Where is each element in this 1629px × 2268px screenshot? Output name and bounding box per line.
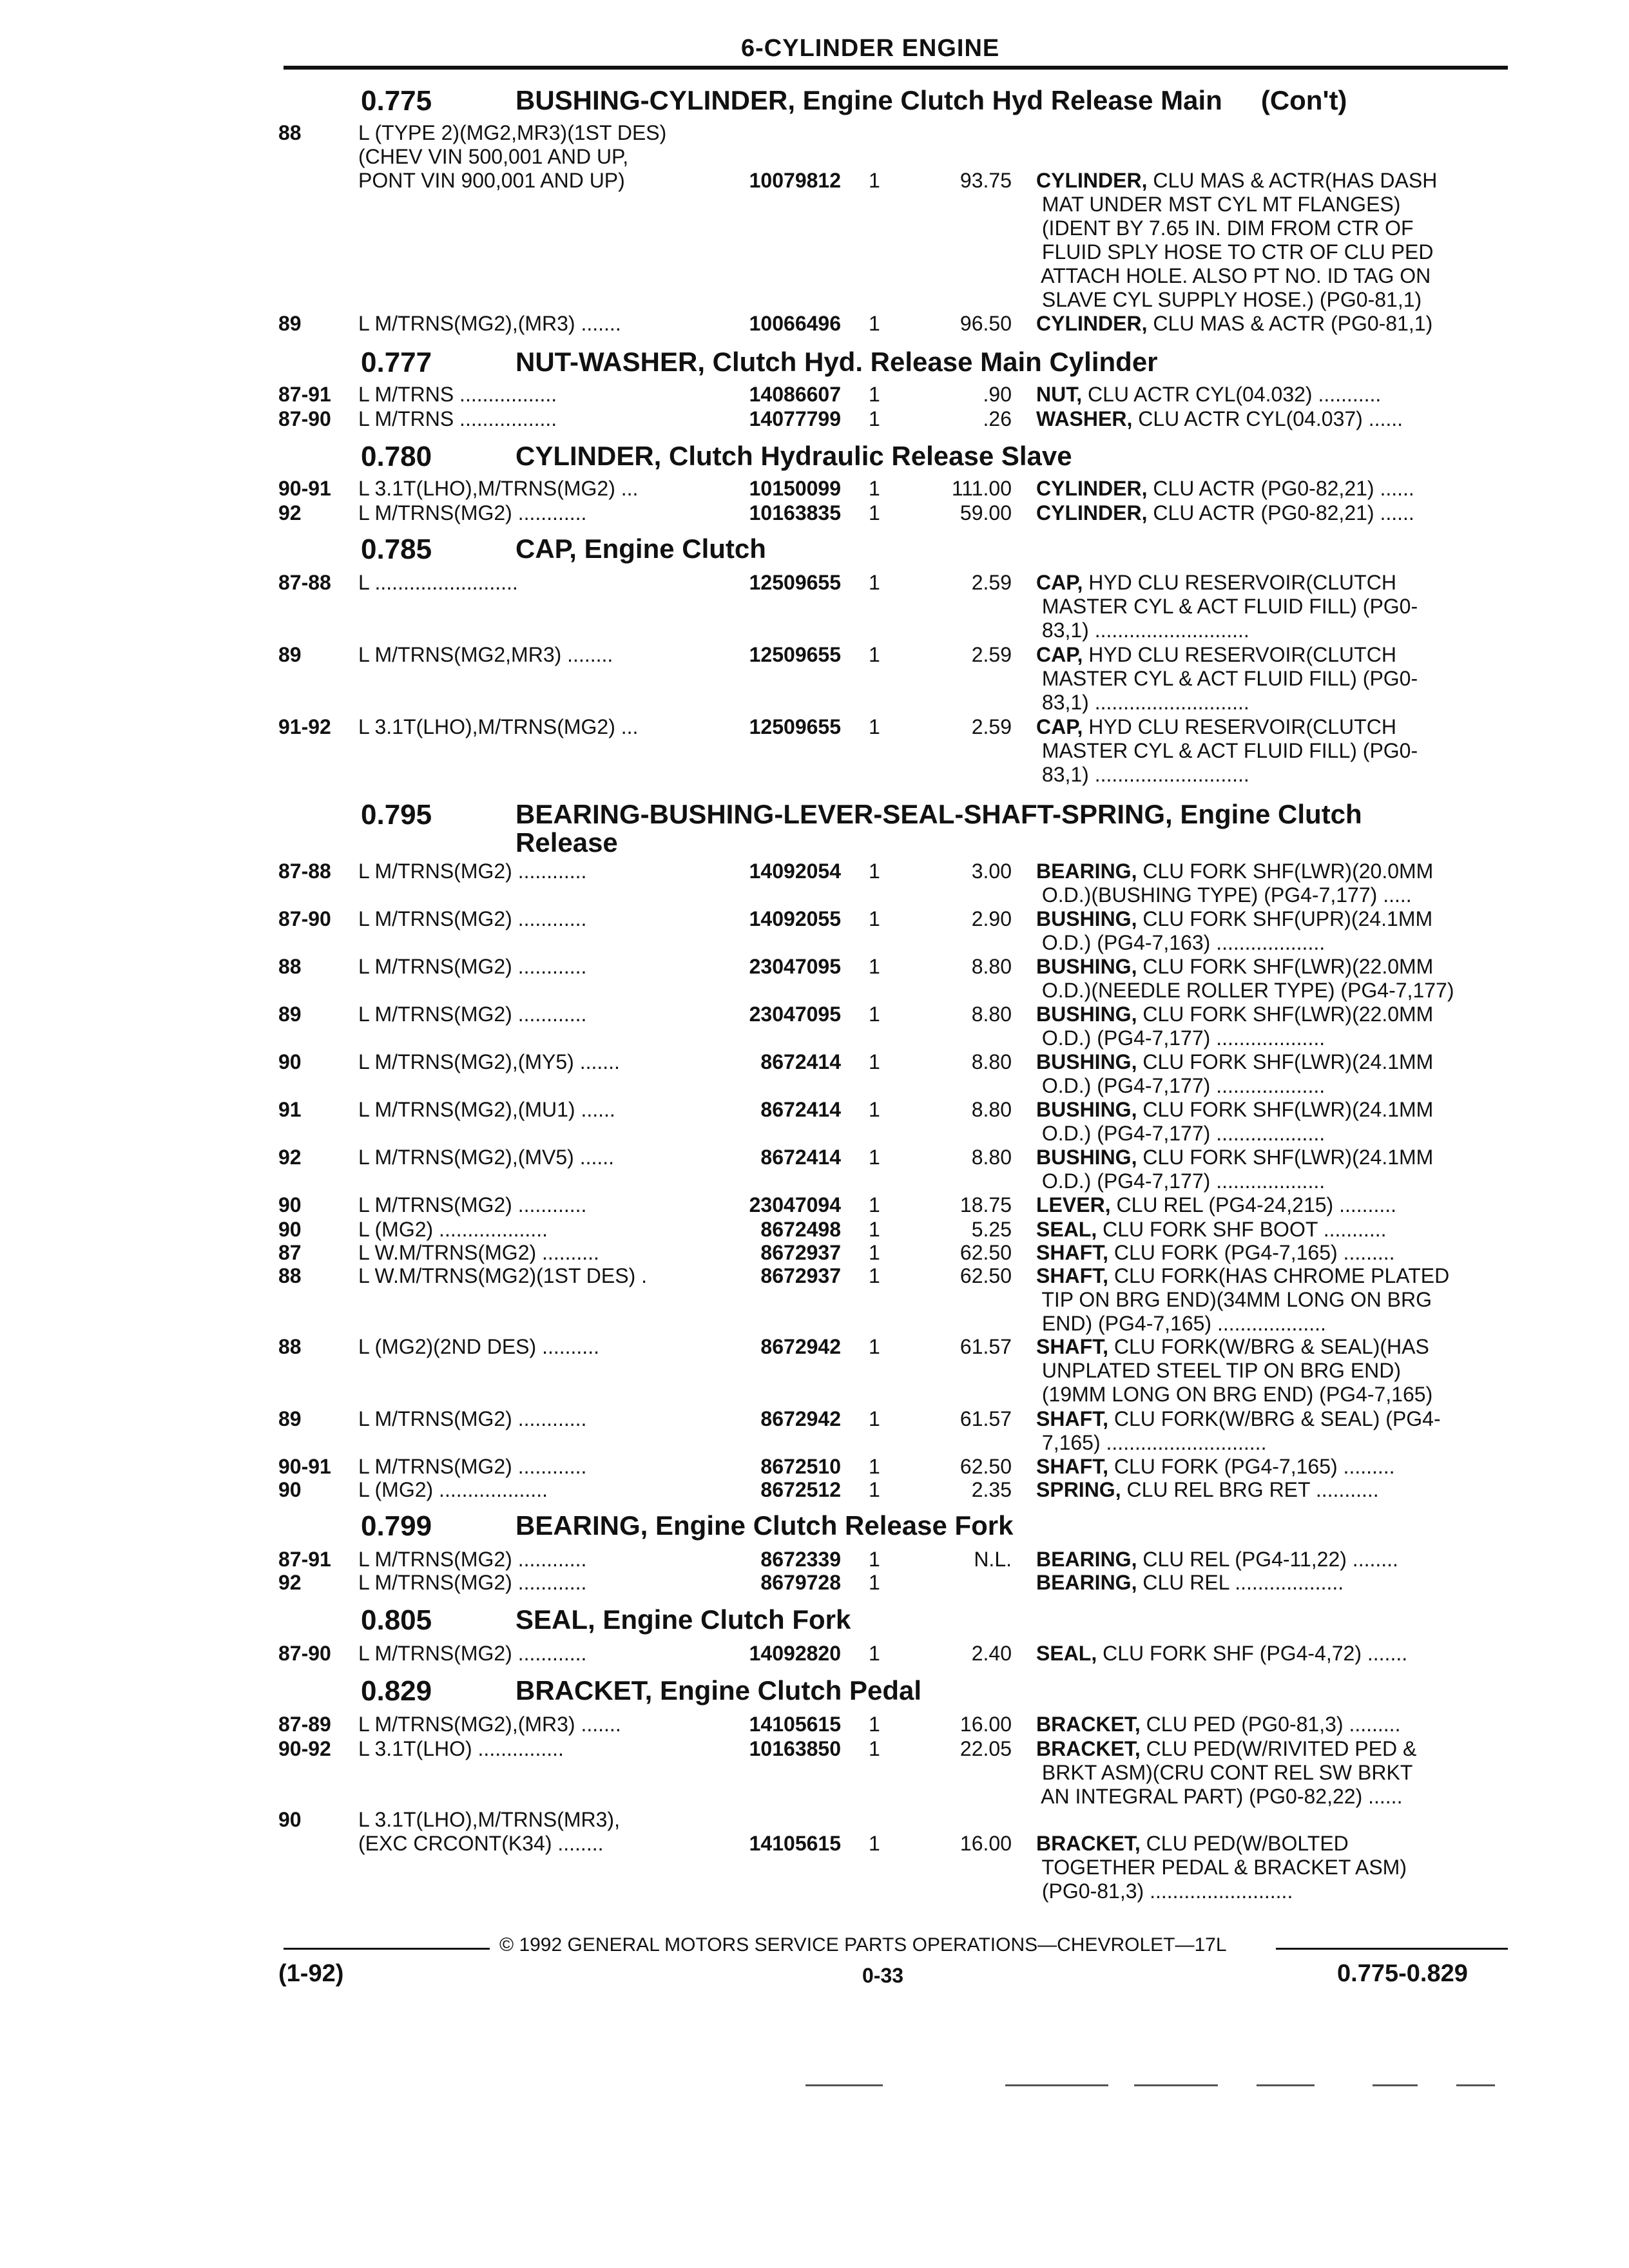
part-number: 8679728 — [760, 1571, 841, 1594]
usage-spec: L M/TRNS(MG2),(MR3) ....... — [358, 1713, 621, 1736]
list-price: 62.50 — [959, 1241, 1012, 1264]
list-price: 3.00 — [971, 860, 1012, 883]
scan-artifact — [805, 2084, 883, 2086]
list-price: 62.50 — [959, 1264, 1012, 1287]
usage-spec: L 3.1T(LHO),M/TRNS(MR3), (EXC CRCONT(K34) ........ — [358, 1808, 620, 1855]
part-name: CAP, — [1036, 571, 1083, 594]
quantity: 1 — [869, 1548, 880, 1571]
quantity: 1 — [869, 860, 880, 883]
part-name: BRACKET, — [1036, 1713, 1141, 1736]
quantity: 1 — [869, 1407, 880, 1430]
quantity: 1 — [869, 571, 880, 594]
part-number: 8672942 — [760, 1407, 841, 1430]
part-description — [1036, 860, 1507, 907]
usage-spec: L M/TRNS(MG2) ............ — [358, 1642, 587, 1665]
section-title-text: BEARING-BUSHING-LEVER-SEAL-SHAFT-SPRING, Engine Clutch Release — [516, 799, 1362, 858]
usage-spec: L M/TRNS(MG2),(MU1) ...... — [358, 1098, 615, 1121]
part-description — [1036, 477, 1507, 501]
model-years: 89 — [278, 643, 302, 666]
list-price: 5.25 — [971, 1218, 1012, 1241]
model-years: 92 — [278, 1571, 302, 1594]
part-description — [1036, 1264, 1507, 1336]
part-desc-text: CLU FORK SHF(LWR)(22.0MM O.D.)(NEEDLE ROLLER TYPE) (PG4-7,177) — [1041, 955, 1454, 1002]
part-name: SHAFT, — [1036, 1264, 1108, 1287]
part-name: BUSHING, — [1036, 1098, 1137, 1121]
part-desc-text: CLU FORK SHF(LWR)(24.1MM O.D.) (PG4-7,177) ................... — [1041, 1050, 1434, 1097]
model-years: 87 — [278, 1241, 302, 1264]
part-number: 8672414 — [760, 1050, 841, 1073]
usage-spec: L M/TRNS(MG2),(MY5) ....... — [358, 1050, 620, 1073]
part-description — [1036, 955, 1507, 1003]
list-price: 8.80 — [971, 1098, 1012, 1121]
usage-spec: L M/TRNS(MG2,MR3) ........ — [358, 643, 613, 666]
footer-revision-date: (1-92) — [278, 1960, 344, 1987]
usage-spec: L M/TRNS(MG2) ............ — [358, 1407, 587, 1430]
part-number: 8672937 — [760, 1241, 841, 1264]
usage-spec: L W.M/TRNS(MG2) .......... — [358, 1241, 599, 1264]
part-name: CAP, — [1036, 715, 1083, 738]
section-title-text: BUSHING-CYLINDER, Engine Clutch Hyd Release Main — [516, 85, 1222, 115]
quantity: 1 — [869, 1193, 880, 1216]
usage-spec: L M/TRNS ................. — [358, 383, 557, 406]
part-desc-text: CLU FORK(HAS CHROME PLATED TIP ON BRG END)(34MM LONG ON BRG END) (PG4-7,165) ................... — [1041, 1264, 1450, 1335]
part-number: 10163835 — [749, 501, 841, 524]
part-desc-text: CLU ACTR CYL(04.032) ........... — [1082, 383, 1382, 406]
part-desc-text: CLU REL BRG RET ........... — [1121, 1478, 1379, 1501]
part-name: CYLINDER, — [1036, 477, 1148, 500]
scan-artifact — [1373, 2084, 1418, 2086]
section-title — [516, 1606, 1547, 1634]
model-years: 87-90 — [278, 907, 331, 930]
model-years: 91-92 — [278, 715, 331, 738]
part-number: 12509655 — [749, 571, 841, 594]
usage-spec: L M/TRNS(MG2) ............ — [358, 907, 587, 930]
section-title — [516, 1512, 1547, 1540]
part-description — [1036, 1571, 1507, 1595]
usage-spec: L (MG2) ................... — [358, 1218, 548, 1241]
usage-spec: L M/TRNS(MG2) ............ — [358, 1003, 587, 1026]
scan-artifact — [1134, 2084, 1218, 2086]
usage-spec: L M/TRNS(MG2) ............ — [358, 955, 587, 978]
usage-spec: L 3.1T(LHO),M/TRNS(MG2) ... — [358, 477, 639, 500]
quantity: 1 — [869, 715, 880, 738]
quantity: 1 — [869, 1737, 880, 1760]
quantity: 1 — [869, 1571, 880, 1594]
quantity: 1 — [869, 1478, 880, 1501]
part-name: BRACKET, — [1036, 1737, 1141, 1760]
section-title-text: NUT-WASHER, Clutch Hyd. Release Main Cylinder — [516, 347, 1158, 377]
section-title-text: BRACKET, Engine Clutch Pedal — [516, 1675, 922, 1706]
part-name: SEAL, — [1036, 1218, 1097, 1241]
section-number: 0.775 — [361, 85, 432, 117]
section-number: 0.829 — [361, 1675, 432, 1707]
part-number: 14092055 — [749, 907, 841, 930]
part-description — [1036, 1713, 1507, 1736]
part-desc-text: CLU ACTR (PG0-82,21) ...... — [1147, 477, 1414, 500]
section-title — [516, 800, 1547, 857]
list-price: .90 — [983, 383, 1012, 406]
part-name: SHAFT, — [1036, 1335, 1108, 1358]
quantity: 1 — [869, 907, 880, 930]
list-price: 2.59 — [971, 643, 1012, 666]
footer-section-range: 0.775-0.829 — [1337, 1960, 1468, 1987]
quantity: 1 — [869, 955, 880, 978]
usage-spec: L W.M/TRNS(MG2)(1ST DES) . — [358, 1264, 648, 1287]
part-description — [1036, 907, 1507, 955]
quantity: 1 — [869, 1241, 880, 1264]
part-desc-text: CLU REL (PG4-11,22) ........ — [1137, 1548, 1398, 1571]
model-years: 90-92 — [278, 1737, 331, 1760]
footer-rule-right — [1276, 1948, 1508, 1950]
part-description — [1036, 1455, 1507, 1479]
quantity: 1 — [869, 1050, 880, 1073]
part-description — [1036, 1335, 1507, 1407]
quantity: 1 — [869, 1642, 880, 1665]
model-years: 88 — [278, 955, 302, 978]
part-name: SEAL, — [1036, 1642, 1097, 1665]
model-years: 87-91 — [278, 383, 331, 406]
model-years: 87-90 — [278, 407, 331, 430]
part-number: 8672414 — [760, 1146, 841, 1169]
list-price: N.L. — [974, 1548, 1012, 1571]
footer-rule-left — [284, 1948, 490, 1950]
part-number: 8672512 — [760, 1478, 841, 1501]
section-title — [516, 535, 1547, 563]
usage-spec: L M/TRNS(MG2) ............ — [358, 501, 587, 524]
part-description — [1036, 1241, 1507, 1265]
usage-spec: L 3.1T(LHO),M/TRNS(MG2) ... — [358, 715, 639, 738]
model-years: 88 — [278, 1335, 302, 1358]
part-name: BEARING, — [1036, 1548, 1137, 1571]
model-years: 90 — [278, 1050, 302, 1073]
part-desc-text: CLU FORK SHF(LWR)(20.0MM O.D.)(BUSHING TYPE) (PG4-7,177) ..... — [1041, 860, 1434, 907]
list-price: 2.40 — [971, 1642, 1012, 1665]
part-number: 12509655 — [749, 643, 841, 666]
part-description — [1036, 1832, 1507, 1903]
quantity: 1 — [869, 477, 880, 500]
part-desc-text: CLU PED(W/BOLTED TOGETHER PEDAL & BRACKET ASM) (PG0-81,3) ......................... — [1041, 1832, 1407, 1903]
part-number: 8672937 — [760, 1264, 841, 1287]
part-description — [1036, 1642, 1507, 1666]
usage-spec: L 3.1T(LHO) ............... — [358, 1737, 564, 1760]
model-years: 89 — [278, 1407, 302, 1430]
usage-spec: L M/TRNS(MG2) ............ — [358, 1455, 587, 1478]
part-desc-text: CLU FORK SHF(UPR)(24.1MM O.D.) (PG4-7,163) ................... — [1041, 907, 1433, 954]
list-price: 2.59 — [971, 571, 1012, 594]
part-description — [1036, 1407, 1507, 1455]
part-desc-text: CLU FORK SHF BOOT ........... — [1097, 1218, 1387, 1241]
part-name: WASHER, — [1036, 407, 1133, 430]
model-years: 90-91 — [278, 477, 331, 500]
section-title-text: CYLINDER, Clutch Hydraulic Release Slave — [516, 441, 1072, 471]
part-name: BUSHING, — [1036, 955, 1137, 978]
part-number: 14092054 — [749, 860, 841, 883]
part-name: SHAFT, — [1036, 1407, 1108, 1430]
part-number: 10150099 — [749, 477, 841, 500]
footer-page-number: 0-33 — [862, 1964, 904, 1987]
list-price: 22.05 — [959, 1737, 1012, 1760]
header-rule — [284, 66, 1508, 70]
list-price: 8.80 — [971, 1050, 1012, 1073]
section-number: 0.780 — [361, 441, 432, 472]
usage-spec: L M/TRNS(MG2),(MV5) ...... — [358, 1146, 615, 1169]
list-price: 111.00 — [951, 477, 1012, 500]
section-number: 0.777 — [361, 347, 432, 378]
part-name: NUT, — [1036, 383, 1083, 406]
part-desc-text: CLU ACTR (PG0-82,21) ...... — [1147, 501, 1414, 524]
list-price: 16.00 — [959, 1713, 1012, 1736]
part-number: 12509655 — [749, 715, 841, 738]
usage-spec: L M/TRNS(MG2) ............ — [358, 860, 587, 883]
list-price: 8.80 — [971, 955, 1012, 978]
part-number: 8672414 — [760, 1098, 841, 1121]
part-description — [1036, 383, 1507, 407]
part-desc-text: CLU FORK (PG4-7,165) ......... — [1108, 1241, 1395, 1264]
part-description — [1036, 571, 1507, 642]
part-description — [1036, 1050, 1507, 1098]
part-name: BEARING, — [1036, 860, 1137, 883]
part-description — [1036, 1548, 1507, 1571]
part-name: SHAFT, — [1036, 1241, 1108, 1264]
part-description — [1036, 1478, 1507, 1502]
part-desc-text: CLU ACTR CYL(04.037) ...... — [1132, 407, 1403, 430]
list-price: .26 — [983, 407, 1012, 430]
part-name: SHAFT, — [1036, 1455, 1108, 1478]
model-years: 87-91 — [278, 1548, 331, 1571]
part-name: SPRING, — [1036, 1478, 1121, 1501]
part-name: BEARING, — [1036, 1571, 1137, 1594]
model-years: 91 — [278, 1098, 302, 1121]
part-number: 14105615 — [749, 1713, 841, 1736]
usage-spec: L M/TRNS(MG2) ............ — [358, 1548, 587, 1571]
model-years: 87-88 — [278, 571, 331, 594]
section-title — [516, 442, 1547, 470]
part-desc-text: CLU REL ................... — [1137, 1571, 1344, 1594]
usage-spec: L (MG2)(2ND DES) .......... — [358, 1335, 599, 1358]
part-desc-text: HYD CLU RESERVOIR(CLUTCH MASTER CYL & ACT FLUID FILL) (PG0- 83,1) ........................... — [1041, 643, 1418, 714]
usage-spec: L (TYPE 2)(MG2,MR3)(1ST DES) (CHEV VIN 500,001 AND UP, PONT VIN 900,001 AND UP) — [358, 121, 667, 192]
part-name: CAP, — [1036, 643, 1083, 666]
quantity: 1 — [869, 643, 880, 666]
model-years: 87-88 — [278, 860, 331, 883]
part-description — [1036, 643, 1507, 715]
list-price: 62.50 — [959, 1455, 1012, 1478]
quantity: 1 — [869, 1098, 880, 1121]
list-price: 2.90 — [971, 907, 1012, 930]
list-price: 16.00 — [959, 1832, 1012, 1855]
part-description — [1036, 312, 1507, 336]
part-description — [1036, 1218, 1507, 1242]
list-price: 93.75 — [959, 169, 1012, 192]
model-years: 90 — [278, 1193, 302, 1216]
part-name: BUSHING, — [1036, 1050, 1137, 1073]
part-description — [1036, 1193, 1507, 1217]
section-title-text: BEARING, Engine Clutch Release Fork — [516, 1510, 1014, 1541]
usage-spec: L M/TRNS ................. — [358, 407, 557, 430]
part-number: 23047095 — [749, 955, 841, 978]
quantity: 1 — [869, 1003, 880, 1026]
quantity: 1 — [869, 1218, 880, 1241]
list-price: 96.50 — [959, 312, 1012, 335]
model-years: 89 — [278, 312, 302, 335]
part-desc-text: CLU REL (PG4-24,215) .......... — [1110, 1193, 1396, 1216]
scan-artifact — [1257, 2084, 1315, 2086]
part-number: 8672339 — [760, 1548, 841, 1571]
part-name: CYLINDER, — [1036, 501, 1148, 524]
part-number: 14105615 — [749, 1832, 841, 1855]
part-name: CYLINDER, — [1036, 169, 1148, 192]
list-price: 2.59 — [971, 715, 1012, 738]
part-desc-text: HYD CLU RESERVOIR(CLUTCH MASTER CYL & ACT FLUID FILL) (PG0- 83,1) ........................... — [1041, 571, 1418, 642]
model-years: 90 — [278, 1478, 302, 1501]
model-years: 90-91 — [278, 1455, 331, 1478]
list-price: 8.80 — [971, 1003, 1012, 1026]
model-years: 87-89 — [278, 1713, 331, 1736]
part-number: 23047095 — [749, 1003, 841, 1026]
part-desc-text: CLU PED (PG0-81,3) ......... — [1140, 1713, 1401, 1736]
part-desc-text: CLU FORK(W/BRG & SEAL)(HAS UNPLATED STEEL TIP ON BRG END) (19MM LONG ON BRG END) (PG4-7,165) — [1041, 1335, 1433, 1406]
list-price: 59.00 — [959, 501, 1012, 524]
list-price: 8.80 — [971, 1146, 1012, 1169]
part-name: BUSHING, — [1036, 1146, 1137, 1169]
list-price: 61.57 — [959, 1407, 1012, 1430]
section-number: 0.805 — [361, 1604, 432, 1636]
quantity: 1 — [869, 1335, 880, 1358]
scan-artifact — [1456, 2084, 1495, 2086]
part-desc-text: CLU FORK SHF(LWR)(24.1MM O.D.) (PG4-7,177) ................... — [1041, 1146, 1434, 1193]
part-number: 8672510 — [760, 1455, 841, 1478]
quantity: 1 — [869, 1146, 880, 1169]
quantity: 1 — [869, 1713, 880, 1736]
section-title — [516, 86, 1547, 115]
section-title — [516, 1677, 1547, 1705]
section-title-text: CAP, Engine Clutch — [516, 533, 766, 564]
part-name: BUSHING, — [1036, 1003, 1137, 1026]
part-name: BUSHING, — [1036, 907, 1137, 930]
model-years: 89 — [278, 1003, 302, 1026]
page-title: 6-CYLINDER ENGINE — [741, 35, 1000, 62]
quantity: 1 — [869, 501, 880, 524]
section-continued-label: (Con't) — [1260, 85, 1347, 115]
part-number: 8672498 — [760, 1218, 841, 1241]
part-name: BRACKET, — [1036, 1832, 1141, 1855]
part-number: 23047094 — [749, 1193, 841, 1216]
part-description — [1036, 1737, 1507, 1809]
model-years: 90 — [278, 1808, 302, 1831]
model-years: 90 — [278, 1218, 302, 1241]
model-years: 92 — [278, 501, 302, 524]
model-years: 92 — [278, 1146, 302, 1169]
usage-spec: L M/TRNS(MG2),(MR3) ....... — [358, 312, 621, 335]
part-desc-text: CLU FORK (PG4-7,165) ......... — [1108, 1455, 1395, 1478]
part-description — [1036, 1003, 1507, 1050]
part-description — [1036, 501, 1507, 525]
section-title — [516, 348, 1547, 376]
quantity: 1 — [869, 407, 880, 430]
part-number: 10066496 — [749, 312, 841, 335]
list-price: 18.75 — [959, 1193, 1012, 1216]
section-number: 0.785 — [361, 533, 432, 565]
usage-spec: L M/TRNS(MG2) ............ — [358, 1193, 587, 1216]
quantity: 1 — [869, 1832, 880, 1855]
quantity: 1 — [869, 383, 880, 406]
part-desc-text: CLU MAS & ACTR (PG0-81,1) — [1147, 312, 1433, 335]
section-title-text: SEAL, Engine Clutch Fork — [516, 1604, 851, 1635]
scan-artifact — [1005, 2084, 1108, 2086]
model-years: 88 — [278, 121, 302, 144]
part-desc-text: HYD CLU RESERVOIR(CLUTCH MASTER CYL & ACT FLUID FILL) (PG0- 83,1) ........................... — [1041, 715, 1418, 786]
part-description — [1036, 407, 1507, 431]
part-number: 10079812 — [749, 169, 841, 192]
part-number: 14092820 — [749, 1642, 841, 1665]
part-description — [1036, 1146, 1507, 1193]
list-price: 2.35 — [971, 1478, 1012, 1501]
part-name: CYLINDER, — [1036, 312, 1148, 335]
list-price: 61.57 — [959, 1335, 1012, 1358]
quantity: 1 — [869, 312, 880, 335]
part-desc-text: CLU MAS & ACTR(HAS DASH MAT UNDER MST CYL MT FLANGES) (IDENT BY 7.65 IN. DIM FROM CTR OF FLUID SPLY HOSE TO CTR OF CLU PED ATTACH HOLE. ALSO PT NO. ID TAG ON SLAVE CYL SUPPLY HOSE.) (PG0-81,1) — [1041, 169, 1438, 311]
model-years: 88 — [278, 1264, 302, 1287]
part-desc-text: CLU FORK SHF (PG4-4,72) ....... — [1097, 1642, 1408, 1665]
section-number: 0.795 — [361, 799, 432, 831]
usage-spec: L M/TRNS(MG2) ............ — [358, 1571, 587, 1594]
part-desc-text: CLU FORK SHF(LWR)(22.0MM O.D.) (PG4-7,177) ................... — [1041, 1003, 1434, 1050]
part-description — [1036, 1098, 1507, 1146]
part-name: LEVER, — [1036, 1193, 1111, 1216]
part-number: 14086607 — [749, 383, 841, 406]
quantity: 1 — [869, 1264, 880, 1287]
footer-copyright: © 1992 GENERAL MOTORS SERVICE PARTS OPERATIONS—CHEVROLET—17L — [499, 1934, 1227, 1956]
part-desc-text: CLU FORK SHF(LWR)(24.1MM O.D.) (PG4-7,177) ................... — [1041, 1098, 1434, 1145]
part-desc-text: CLU FORK(W/BRG & SEAL) (PG4- 7,165) ............................ — [1041, 1407, 1441, 1454]
quantity: 1 — [869, 169, 880, 192]
part-number: 10163850 — [749, 1737, 841, 1760]
usage-spec: L ......................... — [358, 571, 518, 594]
part-description — [1036, 169, 1507, 312]
quantity: 1 — [869, 1455, 880, 1478]
model-years: 87-90 — [278, 1642, 331, 1665]
part-number: 14077799 — [749, 407, 841, 430]
usage-spec: L (MG2) ................... — [358, 1478, 548, 1501]
part-number: 8672942 — [760, 1335, 841, 1358]
part-description — [1036, 715, 1507, 787]
part-desc-text: CLU PED(W/RIVITED PED & BRKT ASM)(CRU CONT REL SW BRKT AN INTEGRAL PART) (PG0-82,22) ...... — [1041, 1737, 1417, 1808]
section-number: 0.799 — [361, 1510, 432, 1542]
